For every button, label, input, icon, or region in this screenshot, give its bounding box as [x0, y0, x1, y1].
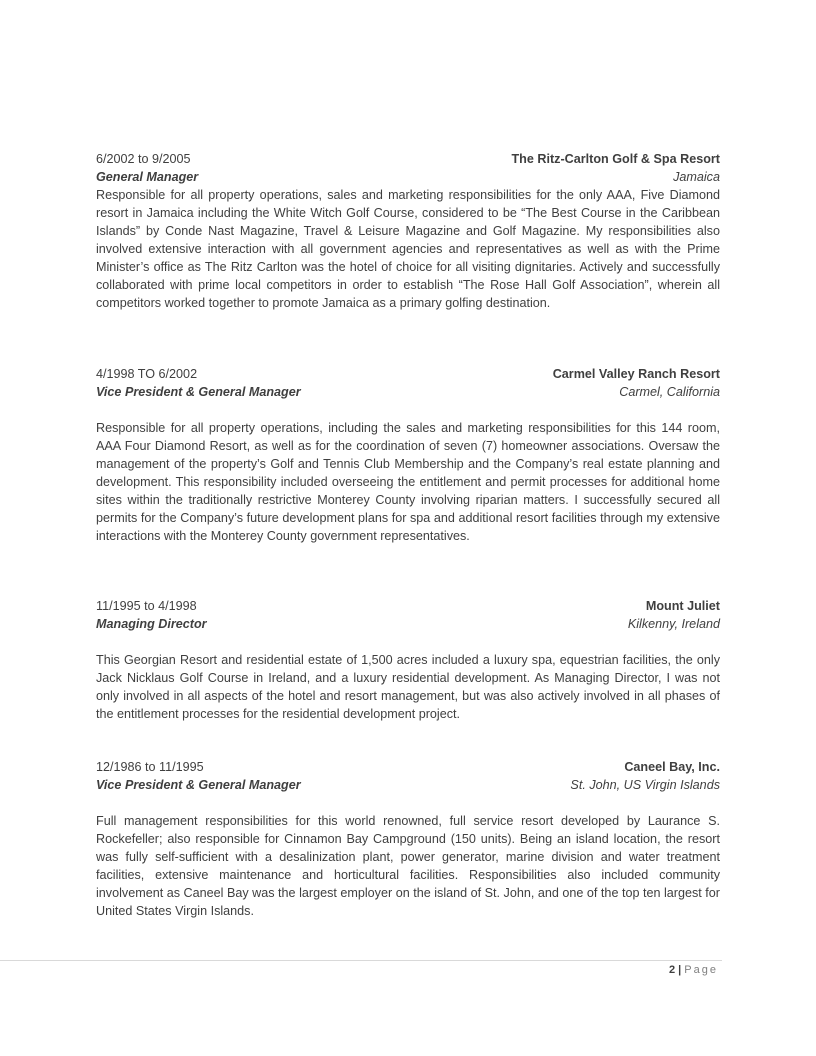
spacer: [96, 633, 720, 651]
page-number: 2: [668, 964, 676, 976]
job-location: Kilkenny, Ireland: [627, 617, 720, 631]
job-title: Managing Director: [96, 617, 207, 631]
company-name: Mount Juliet: [645, 599, 720, 613]
spacer: [96, 794, 720, 812]
spacer: [96, 401, 720, 419]
entry-subheader: [96, 383, 720, 401]
job-entry: [96, 758, 720, 920]
entry-header: [96, 365, 720, 383]
entry-subheader: [96, 615, 720, 633]
entry-header: [96, 597, 720, 615]
job-dates: 11/1995 to 4/1998: [96, 599, 197, 613]
entry-header: [96, 150, 720, 168]
job-title: Vice President & General Manager: [96, 778, 301, 792]
job-dates: 4/1998 TO 6/2002: [96, 367, 198, 381]
job-location: St. John, US Virgin Islands: [570, 778, 720, 792]
job-description: Responsible for all property operations, including the sales and marketing responsibilities for this 144 room, AAA Four Diamond Resort, as well as for the coordination of seven (7) homeowner associations. Oversaw the management of the property’s Golf and Tennis Club Membership and the Company’s real estate planning and development. This responsibility included overseeing the entitlement and permit processes for additional home sites within the traditionally restrictive Monterey County involving riparian matters. I successfully secured all permits for the Company’s future development plans for spa and additional resort facilities through my extensive interactions with the Monterey County government representatives.: [96, 421, 720, 543]
entry-subheader: [96, 168, 720, 186]
footer-divider: [0, 960, 722, 961]
footer-separator: |: [678, 964, 682, 976]
company-name: Carmel Valley Ranch Resort: [552, 367, 720, 381]
job-description: Responsible for all property operations, sales and marketing responsibilities for the only AAA, Five Diamond resort in Jamaica including the White Witch Golf Course, considered to be “The Best Course in the Caribbean Islands” by Conde Nast Magazine, Travel & Leisure Magazine and Golf Magazine. My responsibilities also involved extensive interaction with all government agencies and representatives as well as with the Prime Minister’s office as The Ritz Carlton was the hotel of choice for all visiting dignitaries. Actively and successfully collaborated with prime local competitors in order to establish “The Rose Hall Golf Association”, wherein all competitors worked together to promote Jamaica as a primary golfing destination.: [96, 188, 720, 310]
page-footer: [669, 962, 718, 978]
job-dates: 12/1986 to 11/1995: [96, 760, 204, 774]
job-location: Jamaica: [673, 170, 720, 184]
page-label: Page: [684, 964, 718, 976]
company-name: The Ritz-Carlton Golf & Spa Resort: [511, 152, 720, 166]
job-description: This Georgian Resort and residential estate of 1,500 acres included a luxury spa, equestrian facilities, the only Jack Nicklaus Golf Course in Ireland, and a luxury residential development. As Managing Director, I was not only involved in all aspects of the hotel and resort management, but was also actively involved in all phases of the entitlement processes for the residential development project.: [96, 653, 720, 721]
job-title: General Manager: [96, 170, 199, 184]
job-dates: 6/2002 to 9/2005: [96, 152, 191, 166]
entry-subheader: [96, 776, 720, 794]
job-entry: [96, 150, 720, 312]
job-title: Vice President & General Manager: [96, 385, 301, 399]
entry-header: [96, 758, 720, 776]
job-entry: [96, 597, 720, 723]
job-entry: [96, 365, 720, 545]
job-description: Full management responsibilities for this world renowned, full service resort developed by Laurance S. Rockefeller; also responsible for Cinnamon Bay Campground (150 units). Being an island location, the resort was fully self-sufficient with a desalinization plant, power generator, marine division and water treatment facilities, extensive maintenance and horticultural facilities. Responsibilities also included community involvement as Caneel Bay was the largest employer on the island of St. John, and one of the top ten largest for United States Virgin Islands.: [96, 814, 720, 918]
company-name: Caneel Bay, Inc.: [624, 760, 720, 774]
job-location: Carmel, California: [619, 385, 720, 399]
